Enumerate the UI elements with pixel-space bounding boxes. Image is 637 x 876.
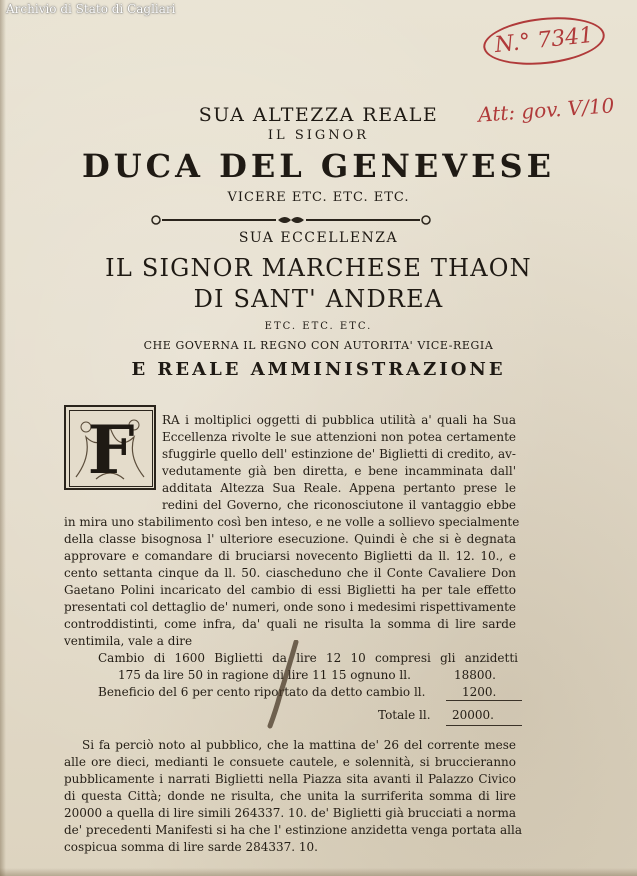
text-line: Eccellenza rivolte le sue attenzioni non potea certamente bbox=[162, 430, 516, 444]
title-line-10: E REALE AMMINISTRAZIONE bbox=[131, 359, 506, 380]
text-line: Si fa perciò noto al pubblico, che la mattina de' 26 del corrente mese bbox=[82, 738, 516, 752]
handwritten-number: N.° 7341 bbox=[481, 12, 607, 71]
table-row-text: Cambio di 1600 Biglietti da lire 12 10 compresi gli anzidetti bbox=[98, 651, 518, 665]
table-row-amount: 18800. bbox=[454, 668, 496, 682]
text-line: in mira uno stabilimento così ben inteso, e ne volle a sollievo specialmente bbox=[64, 515, 520, 529]
title-line-1: SUA ALTEZZA REALE bbox=[198, 104, 439, 126]
text-line: cento settanta cinque da ll. 50. ciascheduno che il Conte Cavaliere Don bbox=[64, 566, 516, 580]
text-line: ventimila, vale a dire bbox=[64, 634, 193, 648]
text-line: additata Altezza Sua Reale. Appena pertanto prese le bbox=[162, 481, 516, 495]
text-line: RA i moltiplici oggetti di pubblica utilità a' quali ha Sua bbox=[162, 413, 516, 427]
title-marquis: IL SIGNOR MARCHESE THAON bbox=[105, 254, 532, 282]
handwritten-archive-ref: Att: gov. V/10 bbox=[477, 93, 616, 127]
text-line: cospicua somma di lire sarde 284337. 10. bbox=[64, 840, 318, 854]
decorated-initial bbox=[64, 405, 156, 490]
initial-letter: F bbox=[87, 411, 135, 489]
text-line: controddistinti, come infra, da' quali ne risulta la somma di lire sarde bbox=[64, 617, 516, 631]
title-line-8: ETC. ETC. ETC. bbox=[264, 321, 373, 332]
text-line: redini del Governo, che riconosciutone il vantaggio ebbe bbox=[162, 498, 516, 512]
text-line: approvare e comandare di bruciarsi novecento Biglietti da ll. 12. 10., e bbox=[64, 549, 516, 563]
sum-rule bbox=[446, 700, 522, 701]
ink-stroke bbox=[258, 640, 308, 730]
text-line: de' precedenti Manifesti si ha che l' estinzione anzidetta venga portata alla bbox=[64, 823, 523, 837]
title-line-9: CHE GOVERNA IL REGNO CON AUTORITA' VICE-REGIA bbox=[143, 339, 494, 352]
title-line-2: IL SIGNOR bbox=[267, 128, 370, 143]
total-amount: 20000. bbox=[452, 708, 494, 722]
ornament-divider bbox=[148, 214, 434, 226]
table-row-text: Beneficio del 6 per cento riportato da detto cambio ll. bbox=[98, 685, 426, 699]
total-label: Totale ll. bbox=[378, 708, 431, 722]
total-rule bbox=[446, 725, 522, 726]
text-line: 20000 a quella di lire simili 264337. 10. de' Biglietti già brucciati a norma bbox=[64, 806, 516, 820]
text-line: della classe bisognosa l' ulteriore esecuzione. Quindi è che si è degnata bbox=[64, 532, 516, 546]
table-row-text: 175 da lire 50 in ragione di lire 11 15 ognuno ll. bbox=[118, 668, 411, 682]
text-line: vedutamente già ben diretta, e bene incamminata dall' bbox=[162, 464, 516, 478]
title-duke: DUCA DEL GENEVESE bbox=[82, 147, 555, 185]
text-line: pubblicamente i narrati Biglietti nella Piazza sita avanti il Palazzo Civico bbox=[64, 772, 516, 786]
text-line: alle ore dieci, medianti le consuete cautele, e solennità, si bruccieranno bbox=[64, 755, 516, 769]
title-line-5: SUA ECCELLENZA bbox=[238, 230, 399, 246]
title-santandrea: DI SANT' ANDREA bbox=[193, 285, 444, 313]
text-line: di questa Città; donde ne risulta, che unita la surriferita somma di lire bbox=[64, 789, 516, 803]
text-line: sfuggirle quello dell' estinzione de' Biglietti di credito, av- bbox=[162, 447, 516, 461]
archive-watermark: Archivio di Stato di Cagliari bbox=[6, 2, 176, 16]
title-line-4: VICERE ETC. ETC. ETC. bbox=[227, 190, 410, 205]
text-line: presentati col dettaglio de' numeri, onde sono i medesimi rispettivamente bbox=[64, 600, 516, 614]
table-row-amount: 1200. bbox=[462, 685, 497, 699]
text-line: Gaetano Polini incaricato del cambio di essi Biglietti ha per tale effetto bbox=[64, 583, 516, 597]
